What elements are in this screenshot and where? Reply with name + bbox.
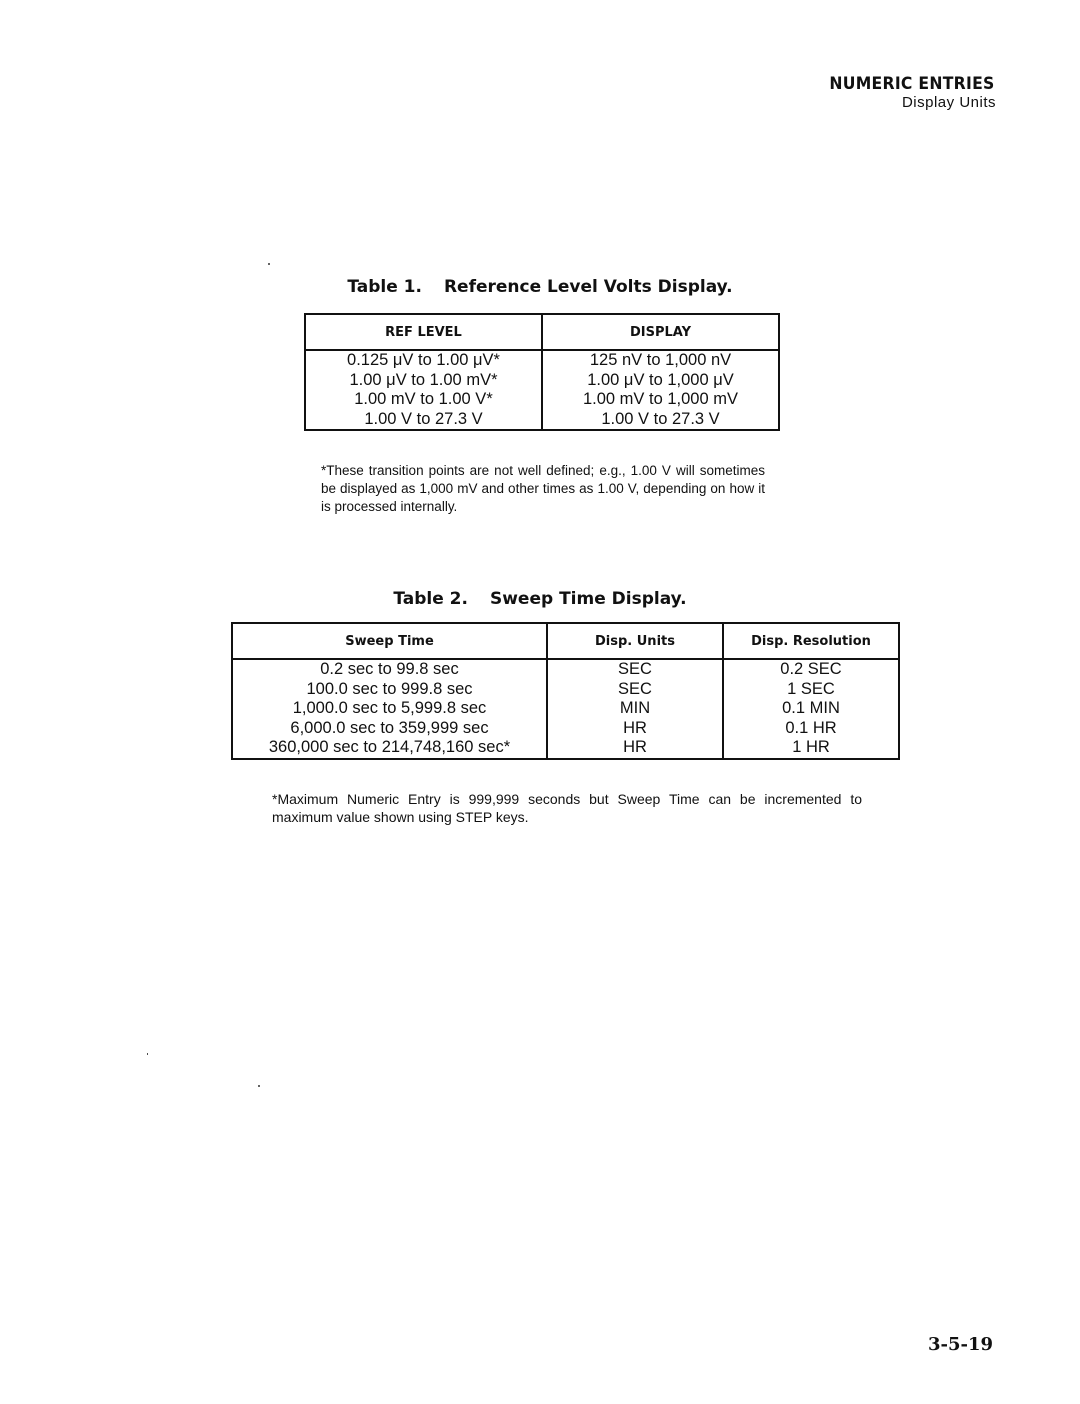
- column-header: REF LEVEL: [305, 314, 542, 350]
- table-cell: 0.1 HR: [785, 718, 837, 737]
- table-cell: 360,000 sec to 214,748,160 sec*: [268, 738, 511, 756]
- table-cell: HR: [623, 738, 647, 756]
- ref-level-table: [304, 313, 780, 431]
- sweep-time-column-cells: [232, 659, 547, 759]
- table-cell: 0.125 μV to 1.00 μV*: [347, 351, 500, 369]
- table2-number: Table 2.: [393, 589, 468, 609]
- table-cell: SEC: [618, 679, 652, 698]
- table2-title: Sweep Time Display.: [489, 589, 687, 609]
- disp-resolution-column-cells: [723, 659, 899, 759]
- table-cell: 1.00 V to 27.3 V: [601, 409, 720, 428]
- table-cell: 1,000.0 sec to 5,999.8 sec: [292, 699, 487, 717]
- scan-speck: [147, 1053, 148, 1055]
- table-cell: 1 HR: [792, 738, 830, 756]
- table-cell: 125 nV to 1,000 nV: [589, 351, 732, 369]
- table-cell: 1.00 μV to 1.00 mV*: [349, 370, 498, 389]
- table-cell: 1 SEC: [787, 679, 835, 698]
- table1-footnote: *These transition points are not well defined; e.g., 1.00 V will sometimes be displayed as 1,000 mV and other times as 1.00 V, depending on how it is processed internally.: [321, 463, 765, 514]
- scan-speck: [258, 1085, 260, 1087]
- sweep-time-table: [231, 622, 900, 760]
- table-cell: 0.2 SEC: [780, 660, 842, 678]
- table2-footnote: *Maximum Numeric Entry is 999,999 seconds but Sweep Time can be incremented to maximum value shown using STEP keys.: [272, 791, 862, 825]
- column-header: Disp. Units: [547, 623, 723, 659]
- table-cell: 1.00 mV to 1,000 mV: [582, 390, 738, 408]
- table-cell: 1.00 μV to 1,000 μV: [587, 370, 734, 389]
- table-cell: MIN: [619, 699, 651, 717]
- scan-speck: [268, 263, 270, 265]
- disp-units-column-cells: [547, 659, 723, 759]
- table1-caption: [0, 277, 1080, 297]
- table-cell: 100.0 sec to 999.8 sec: [306, 679, 473, 698]
- section-title: NUMERIC ENTRIES: [829, 74, 995, 94]
- table-cell: 1.00 mV to 1.00 V*: [354, 390, 493, 408]
- table-cell: 6,000.0 sec to 359,999 sec: [290, 718, 489, 737]
- ref-level-column-cells: [305, 350, 542, 430]
- table2-caption: [0, 589, 1080, 609]
- table-cell: 0.2 sec to 99.8 sec: [320, 660, 459, 678]
- table-cell: 0.1 MIN: [782, 699, 840, 717]
- page-number: 3-5-19: [927, 1334, 993, 1355]
- column-header: Disp. Resolution: [723, 623, 899, 659]
- column-header: DISPLAY: [542, 314, 779, 350]
- section-subtitle: Display Units: [901, 94, 996, 111]
- table1-number: Table 1.: [347, 277, 422, 297]
- table-cell: HR: [623, 718, 647, 737]
- display-column-cells: [542, 350, 779, 430]
- table-cell: 1.00 V to 27.3 V: [364, 409, 483, 428]
- column-header: Sweep Time: [232, 623, 547, 659]
- table-cell: SEC: [618, 660, 652, 678]
- table1-title: Reference Level Volts Display.: [443, 277, 733, 297]
